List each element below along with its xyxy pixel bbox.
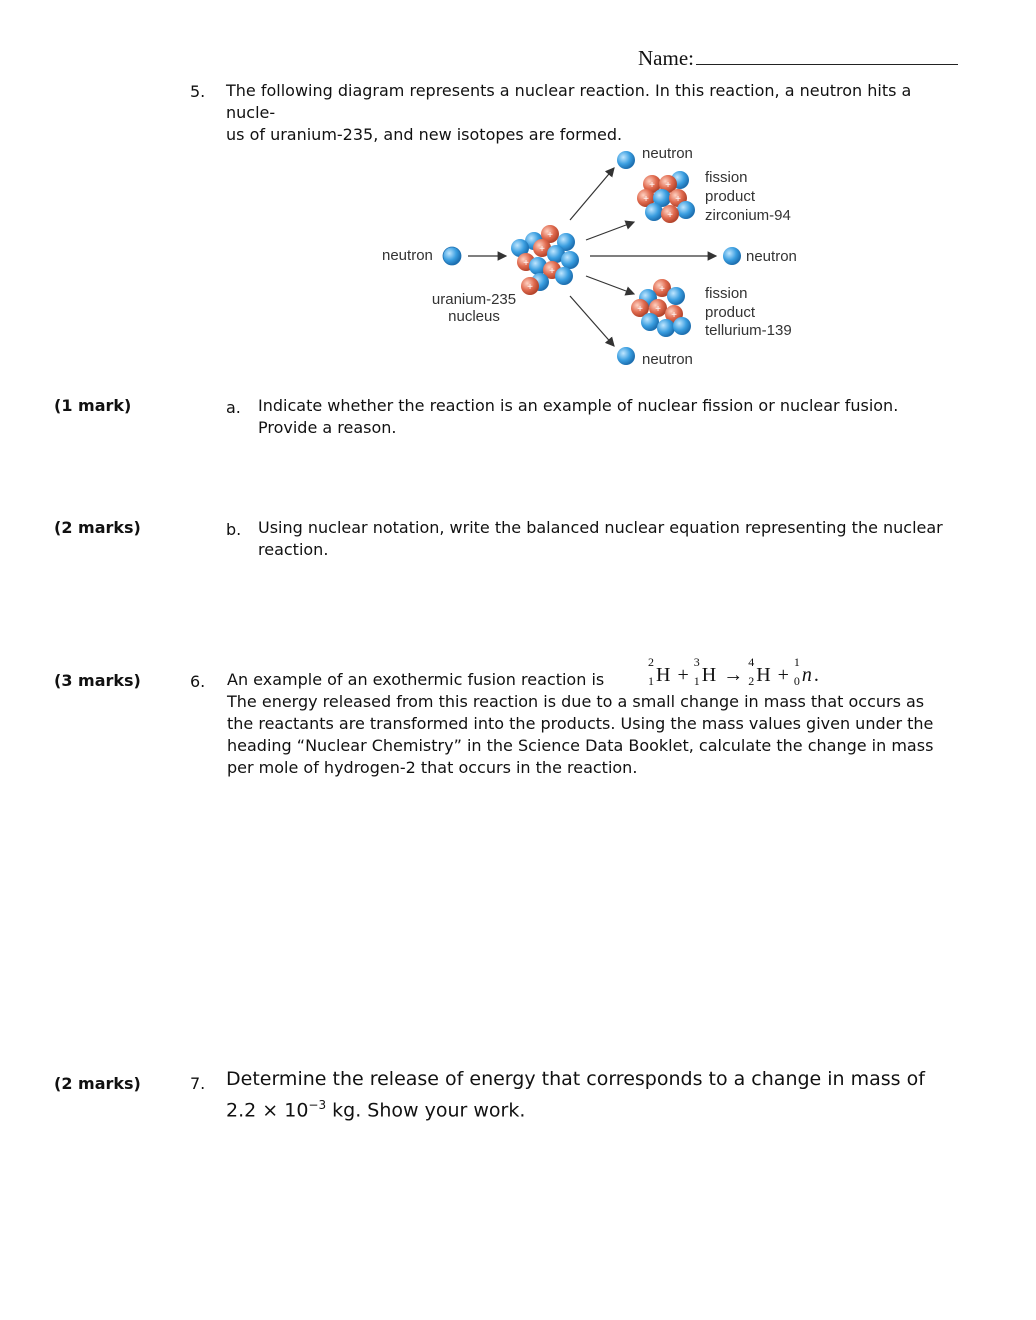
svg-text:+: + [539,244,545,255]
q7-number: 7. [190,1074,206,1093]
q6-line1: An example of an exothermic fusion reaction is [227,670,605,689]
bottom-neutron-label: neutron [642,351,693,368]
svg-text:+: + [665,180,671,191]
tellurium-label-line2: product [705,304,756,321]
tellurium-label-line3: tellurium-139 [705,322,792,339]
q6-marks: (3 marks) [54,671,141,690]
svg-text:+: + [547,230,553,241]
q5b-marks: (2 marks) [54,518,141,537]
zirconium-product [637,171,695,223]
fusion-equation: 2 1 H + 3 1 H → 4 2 H + 1 0 n . [648,655,819,688]
svg-text:+: + [527,282,533,293]
uranium-nucleus [511,225,579,295]
svg-text:+: + [671,310,677,321]
hydrogen-3: 3 1 H [693,655,717,688]
fission-diagram [370,136,840,376]
zirconium-label-line3: zirconium-94 [705,207,791,224]
svg-text:+: + [523,258,529,269]
top-neutron [617,151,635,169]
svg-text:+: + [637,304,643,315]
arrow-to-bottom-neutron [570,296,614,346]
bottom-neutron [617,347,635,365]
name-field[interactable] [638,44,958,71]
hydrogen-2: 2 1 H [648,655,671,688]
svg-text:+: + [659,284,665,295]
svg-text:+: + [549,266,555,277]
q5a-letter: a. [226,398,241,417]
incoming-neutron-label: neutron [382,247,433,264]
zirconium-label-line2: product [705,188,756,205]
q6-text: The energy released from this reaction is due to a small change in mass that occurs as the reactants are transformed into the products. Using the mass values given under the heading “Nuclear Chemistry” in the Science Data Booklet, calculate the change in mass per mole of hydrogen-2 that occurs in the reaction. [227,692,934,777]
q5a-marks: (1 mark) [54,396,132,415]
incoming-neutron [443,247,461,265]
q5b-text: Using nuclear notation, write the balanced nuclear equation representing the nuclear reaction. [258,518,943,559]
name-label: Name: [638,46,694,70]
svg-text:+: + [675,194,681,205]
q5b-letter: b. [226,520,242,539]
svg-text:+: + [643,194,649,205]
nucleus-label-line1: uranium-235 [431,291,517,308]
q7-text: Determine the release of energy that corresponds to a change in mass of $2.2 \times 10^{-3}$ kg. Show your work. [226,1068,925,1122]
q5a-text: Indicate whether the reaction is an example of nuclear fission or nuclear fusion. Provide a reason. [258,396,899,437]
svg-text:+: + [655,304,661,315]
svg-text:+: + [649,180,655,191]
mid-neutron [723,247,741,265]
tellurium-label-line1: fission [705,285,748,302]
arrow-to-tellurium [586,276,634,294]
arrow-to-zirconium [586,222,634,240]
name-blank[interactable] [696,44,958,65]
neutron-term: 1 0 n [793,655,812,688]
question-5-number: 5. [190,82,206,101]
q6-number: 6. [190,672,206,691]
nucleus-label-line2: nucleus [448,308,500,325]
top-neutron-label: neutron [642,145,693,162]
tellurium-product [631,279,691,337]
helium-4: 4 2 H [748,655,771,688]
zirconium-label-line1: fission [705,169,748,186]
mid-neutron-label: neutron [746,248,797,265]
question-5-text: The following diagram represents a nuclear reaction. In this reaction, a neutron hits a nucle- us of uranium-235, and new isotopes are formed. [226,81,912,144]
q7-marks: (2 marks) [54,1074,141,1093]
svg-text:+: + [667,210,673,221]
arrow-to-top-neutron [570,168,614,220]
